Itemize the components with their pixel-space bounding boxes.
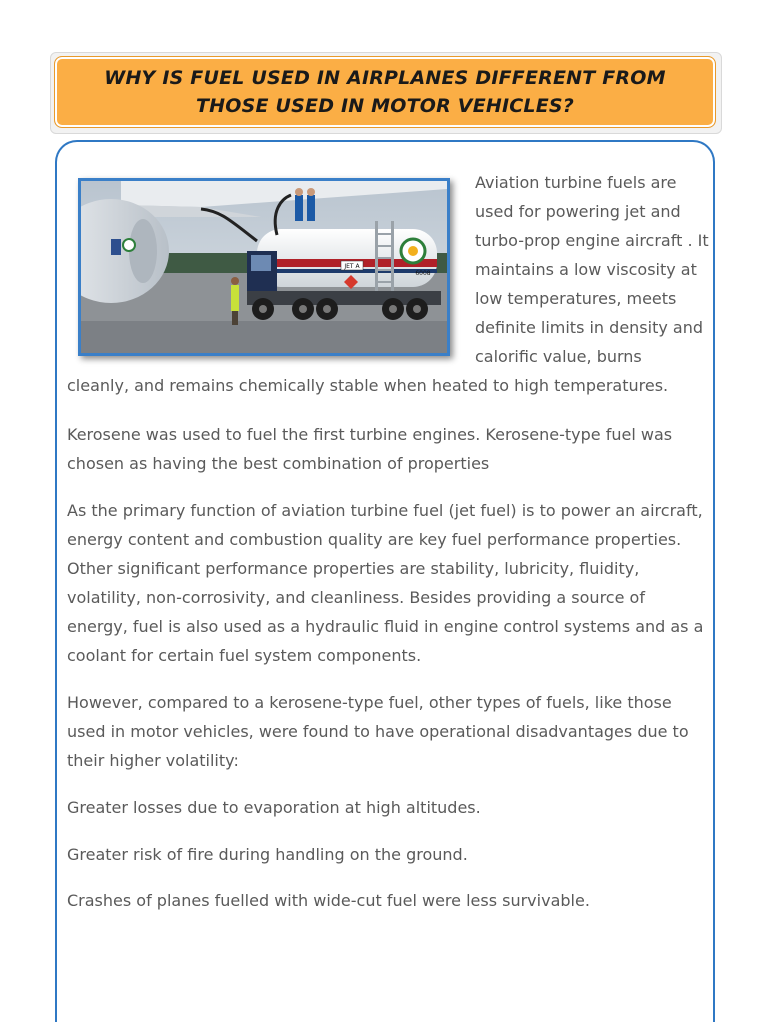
intro-text-beside-image: Aviation turbine fuels are used for powering jet and turbo-prop engine aircraft . It maintains a low viscosity at low temperatures, meets definite limits in density and calorific value, burns (475, 173, 709, 366)
tanker-number: 6008 (415, 270, 431, 277)
paragraph-primary-function: As the primary function of aviation turbine fuel (jet fuel) is to power an aircraft, energy content and combustion quality are key fuel performance properties. Other significant performance properties are stability, lubricity, fluidity, volatility, non-corrosivity, and cleanliness. Besides providing a source of energy, fuel is also used as a hydraulic fluid in engine control systems and as a coolant for certain fuel system components. (67, 501, 704, 665)
fuel-tanker-illustration (81, 181, 447, 353)
title-banner (54, 56, 716, 128)
fuel-tanker-photo (78, 178, 450, 356)
paragraph-kerosene: Kerosene was used to fuel the first turbine engines. Kerosene-type fuel was chosen as having the best combination of properties (67, 425, 673, 473)
intro-text-continued: cleanly, and remains chemically stable when heated to high temperatures. (67, 376, 669, 395)
page-title: WHY IS FUEL USED IN AIRPLANES DIFFERENT FROM THOSE USED IN MOTOR VEHICLES? (104, 67, 666, 117)
list-item-fire-risk: Greater risk of fire during handling on the ground. (67, 845, 468, 864)
tanker-label: JET A (344, 263, 360, 270)
list-item-evaporation: Greater losses due to evaporation at high altitudes. (67, 798, 481, 817)
list-item-crashes: Crashes of planes fuelled with wide-cut fuel were less survivable. (67, 891, 590, 910)
paragraph-disadvantages: However, compared to a kerosene-type fuel, other types of fuels, like those used in motor vehicles, were found to have operational disadvantages due to their higher volatility: (67, 693, 689, 770)
